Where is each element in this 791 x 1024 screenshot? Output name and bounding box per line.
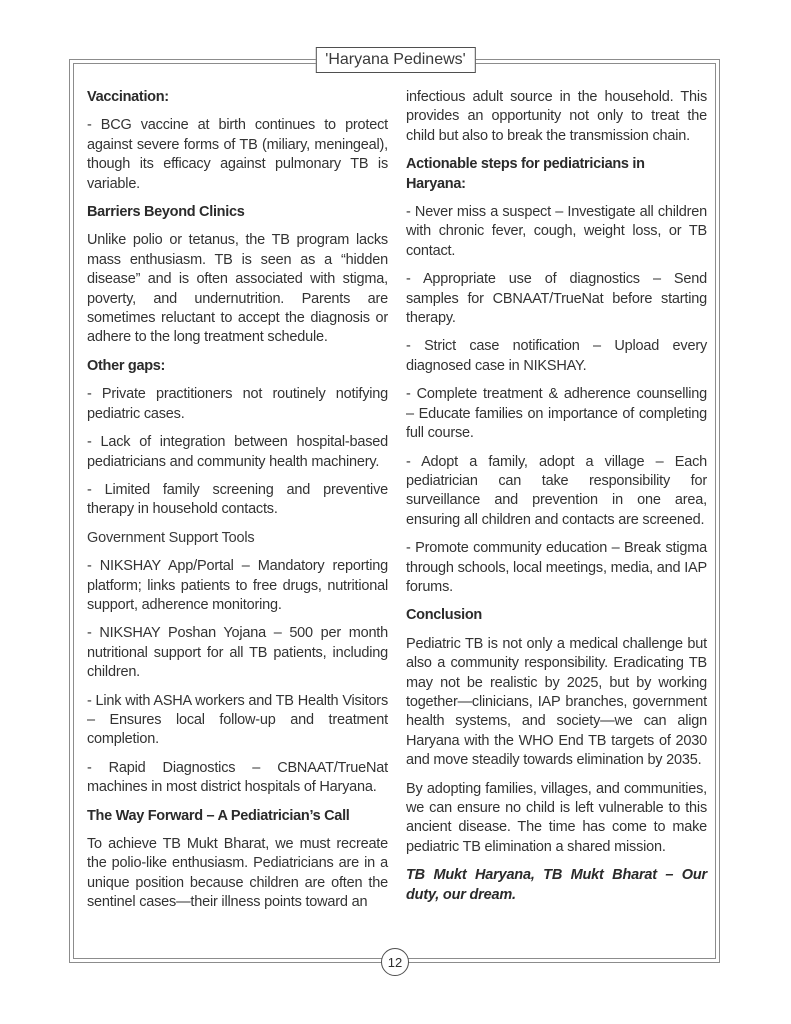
section-heading: Barriers Beyond Clinics (87, 204, 245, 221)
paragraph: - NIKSHAY Poshan Yojana – 500 per month nutritional support for all TB patients, including children. (87, 625, 388, 681)
paragraph: To achieve TB Mukt Bharat, we must recreate the polio-like enthusiasm. Pediatricians are in a unique position because children are often the sentinel cases—their illness points toward an (87, 836, 388, 911)
section-heading: Vaccination: (87, 89, 169, 105)
section-heading: Actionable steps for pediatricians in Haryana: (406, 156, 645, 192)
section-heading: Conclusion (406, 607, 482, 624)
page-number-badge (381, 948, 409, 976)
paragraph: - NIKSHAY App/Portal – Mandatory reporting platform; links patients to free drugs, nutritional support, adherence monitoring. (87, 558, 388, 613)
paragraph: - Complete treatment & adherence counselling – Educate families on importance of completing full course. (406, 386, 707, 442)
paragraph: - Appropriate use of diagnostics – Send samples for CBNAAT/TrueNat before starting therapy. (406, 271, 707, 327)
paragraph: - Never miss a suspect – Investigate all children with chronic fever, cough, weight loss, or TB contact. (406, 204, 707, 259)
paragraph: - Strict case notification – Upload every diagnosed case in NIKSHAY. (406, 338, 707, 374)
page-number: 12 (387, 954, 403, 970)
section-subheading: Government Support Tools (87, 529, 255, 546)
section-heading: The Way Forward – A Pediatrician’s Call (87, 807, 350, 824)
paragraph: - Link with ASHA workers and TB Health Visitors – Ensures local follow-up and treatment completion. (87, 692, 388, 748)
closing-slogan: TB Mukt Haryana, TB Mukt Bharat – Our duty, our dream. (406, 867, 707, 903)
newsletter-title: 'Haryana Pedinews' (325, 51, 466, 68)
paragraph: infectious adult source in the household. This provides an opportunity not only to treat the child but also to break the transmission chain. (406, 89, 707, 144)
paragraph: - Lack of integration between hospital-based pediatricians and community health machinery. (87, 434, 388, 470)
newsletter-title-box (315, 47, 475, 73)
paragraph: By adopting families, villages, and communities, we can ensure no child is left vulnerable to this ancient disease. The time has come to make pediatric TB elimination a shared mission. (406, 780, 707, 855)
paragraph: - Limited family screening and preventive therapy in household contacts. (87, 481, 388, 518)
paragraph: Pediatric TB is not only a medical challenge but also a community responsibility. Eradicating TB may not be realistic by 2025, but by working together—clinicians, IAP branches, government health systems, and society—we can align Haryana with the WHO End TB targets of 2030 and move steadily towards elimination by 2035. (406, 635, 707, 769)
paragraph: - Rapid Diagnostics – CBNAAT/TrueNat machines in most district hospitals of Haryana. (87, 759, 388, 796)
paragraph: - BCG vaccine at birth continues to protect against severe forms of TB (miliary, meningeal), though its efficacy against pulmonary TB is variable. (87, 117, 388, 192)
article-columns (87, 88, 707, 922)
column-left (87, 88, 388, 922)
column-right (406, 88, 707, 922)
paragraph: Unlike polio or tetanus, the TB program lacks mass enthusiasm. TB is seen as a “hidden disease” and is often associated with stigma, poverty, and undernutrition. Parents are sometimes reluctant to accept the diagnosis or adhere to the long treatment schedule. (87, 232, 388, 346)
paragraph: - Private practitioners not routinely notifying pediatric cases. (87, 386, 388, 422)
paragraph: - Promote community education – Break stigma through schools, local meetings, media, and IAP forums. (406, 540, 707, 595)
paragraph: - Adopt a family, adopt a village – Each pediatrician can take responsibility for surveillance and prevention in one area, ensuring all children and contacts are screened. (406, 453, 707, 528)
section-heading: Other gaps: (87, 357, 166, 374)
